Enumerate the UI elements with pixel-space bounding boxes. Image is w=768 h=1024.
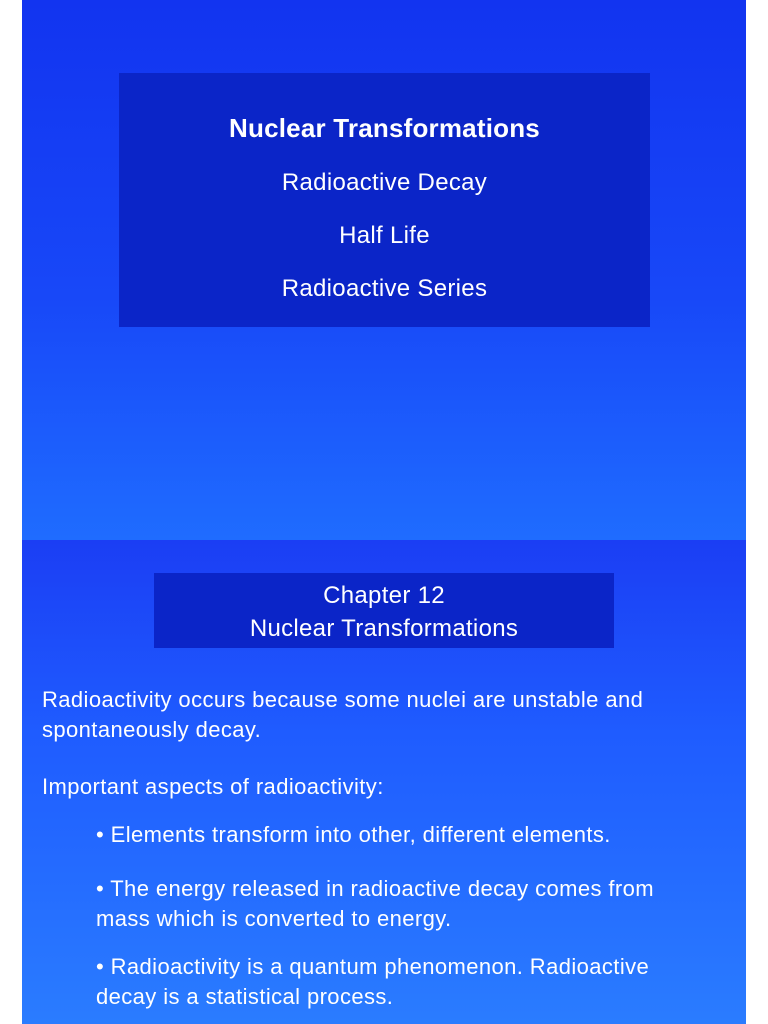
- bullet-2-line-2: mass which is converted to energy.: [96, 906, 452, 931]
- bullet-3-line-2: decay is a statistical process.: [96, 984, 394, 1009]
- bullet-2-line-1: • The energy released in radioactive decay comes from: [96, 876, 654, 901]
- intro-paragraph: [42, 685, 643, 745]
- document-page: [22, 0, 746, 1024]
- aspects-heading: Important aspects of radioactivity:: [42, 774, 384, 799]
- bullet-1-line-1: • Elements transform into other, different elements.: [96, 822, 611, 847]
- slide-title: [22, 0, 746, 540]
- chapter-box: [154, 573, 614, 648]
- intro-line-1: Radioactivity occurs because some nuclei are unstable and: [42, 687, 644, 712]
- bullet-energy-released: [96, 874, 654, 934]
- chapter-title: Nuclear Transformations: [249, 615, 519, 642]
- slide-title-heading: Nuclear Transformations: [229, 113, 540, 143]
- slide-chapter: [22, 540, 746, 1024]
- intro-line-2: spontaneously decay.: [42, 717, 262, 742]
- chapter-number: Chapter 12: [323, 582, 445, 609]
- bullet-quantum-phenomenon: [96, 952, 649, 1012]
- bullet-3-line-1: • Radioactivity is a quantum phenomenon. Radioactive: [96, 954, 650, 979]
- bullet-elements-transform: [96, 820, 611, 850]
- title-box: [119, 73, 650, 327]
- topic-radioactive-decay: Radioactive Decay: [281, 169, 488, 196]
- topic-half-life: Half Life: [339, 222, 430, 249]
- topic-radioactive-series: Radioactive Series: [281, 275, 488, 302]
